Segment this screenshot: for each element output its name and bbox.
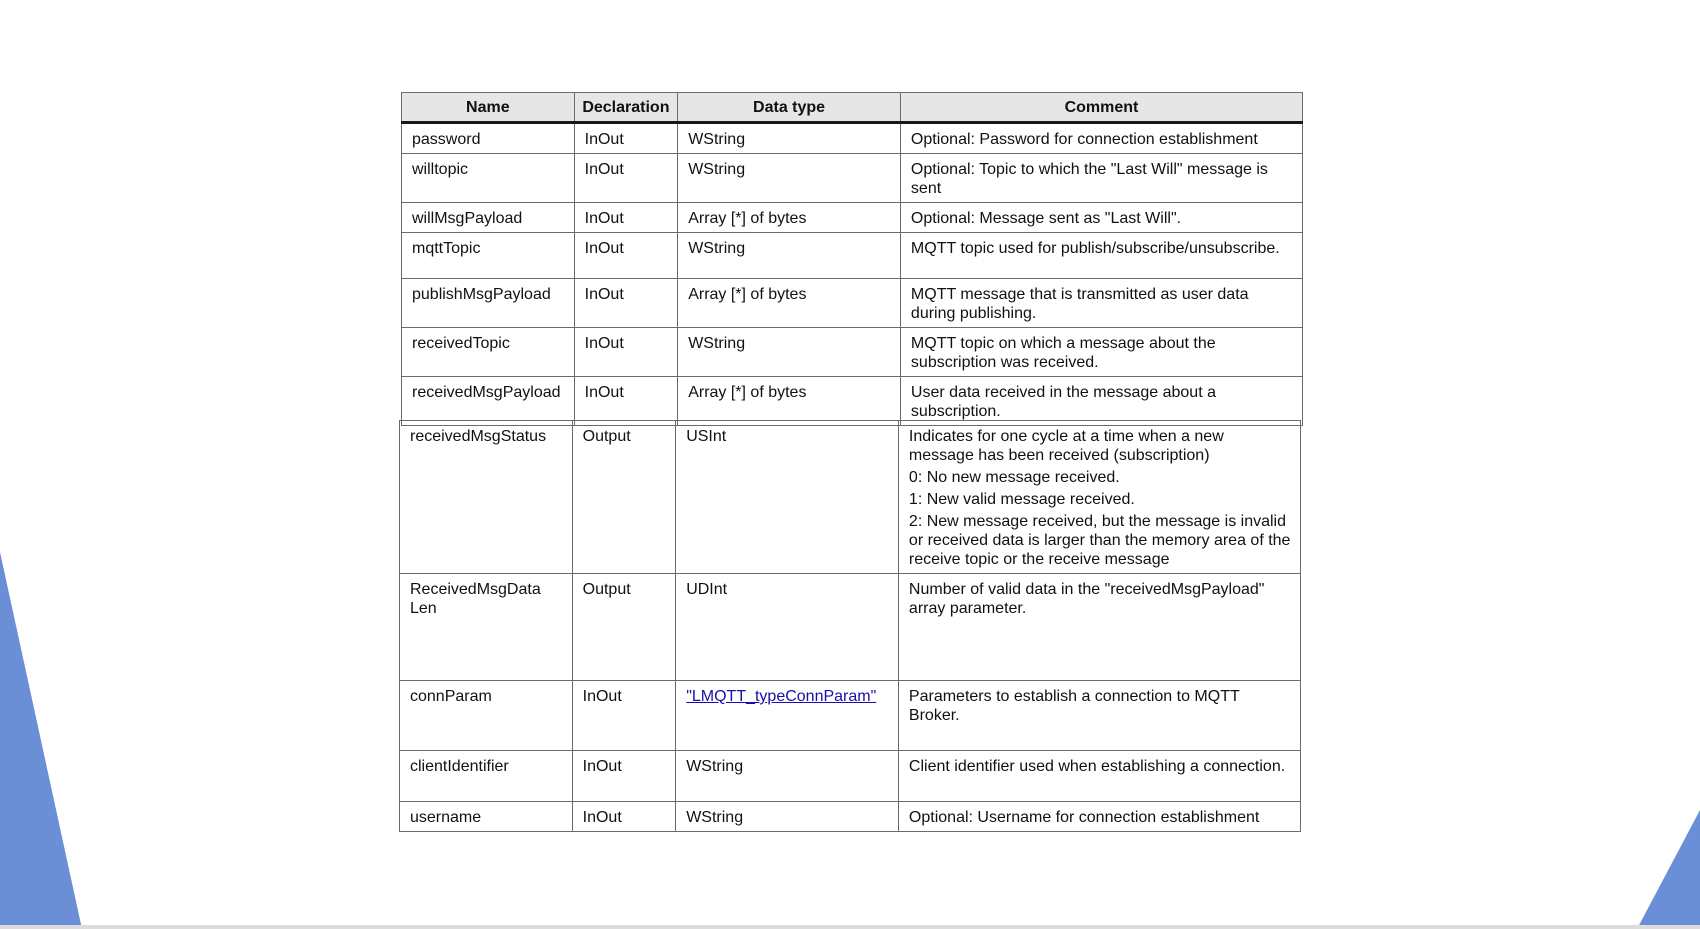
- cell-data-type: Array [*] of bytes: [678, 279, 901, 328]
- right-corner-decoration: [1630, 810, 1700, 929]
- table-row: [400, 421, 1301, 574]
- cell-name: connParam: [400, 681, 573, 751]
- cell-data-type: [676, 681, 899, 751]
- cell-comment: Optional: Topic to which the "Last Will" message is sent: [900, 154, 1302, 203]
- cell-name: receivedMsgStatus: [400, 421, 573, 574]
- slide-bottom-border: [0, 925, 1700, 929]
- comment-paragraph: 0: No new message received.: [908, 469, 1120, 486]
- cell-declaration: InOut: [572, 751, 676, 802]
- cell-declaration: InOut: [572, 802, 676, 832]
- cell-comment: MQTT message that is transmitted as user data during publishing.: [900, 279, 1302, 328]
- table-row: [402, 154, 1303, 203]
- cell-name: receivedTopic: [402, 328, 575, 377]
- cell-declaration: InOut: [574, 233, 678, 279]
- parameter-table-bottom: [399, 420, 1301, 832]
- table-row: [402, 328, 1303, 377]
- cell-data-type: USInt: [676, 421, 899, 574]
- table-row: [400, 802, 1301, 832]
- cell-declaration: InOut: [574, 377, 678, 426]
- cell-data-type: WString: [676, 751, 899, 802]
- cell-declaration: InOut: [572, 681, 676, 751]
- cell-declaration: InOut: [574, 279, 678, 328]
- cell-name: clientIdentifier: [400, 751, 573, 802]
- cell-comment: MQTT topic on which a message about the subscription was received.: [900, 328, 1302, 377]
- cell-declaration: InOut: [574, 154, 678, 203]
- cell-comment: Optional: Message sent as "Last Will".: [900, 203, 1302, 233]
- conn-param-type-link[interactable]: "LMQTT_typeConnParam": [686, 688, 877, 705]
- cell-declaration: Output: [572, 421, 676, 574]
- column-header-comment: Comment: [900, 93, 1302, 123]
- left-corner-decoration: [0, 540, 90, 929]
- cell-name: username: [400, 802, 573, 832]
- cell-comment: Number of valid data in the "receivedMsgPayload" array parameter.: [898, 574, 1300, 681]
- parameter-table-top: [401, 92, 1303, 426]
- cell-data-type: WString: [678, 123, 901, 154]
- column-header-declaration: Declaration: [574, 93, 678, 123]
- table-row: [402, 279, 1303, 328]
- table-row: [400, 574, 1301, 681]
- table-row: [402, 203, 1303, 233]
- cell-name: willtopic: [402, 154, 575, 203]
- cell-declaration: InOut: [574, 123, 678, 154]
- cell-declaration: Output: [572, 574, 676, 681]
- table-row: [402, 123, 1303, 154]
- column-header-data-type: Data type: [678, 93, 901, 123]
- cell-declaration: InOut: [574, 203, 678, 233]
- comment-paragraph: 2: New message received, but the message is invalid or received data is larger than the memory area of the receive topic or the receive message: [908, 513, 1291, 568]
- cell-comment: User data received in the message about a subscription.: [900, 377, 1302, 426]
- comment-paragraph: Indicates for one cycle at a time when a new message has been received (subscription): [908, 428, 1224, 464]
- cell-data-type: WString: [678, 328, 901, 377]
- cell-comment: Optional: Username for connection establishment: [898, 802, 1300, 832]
- cell-data-type: Array [*] of bytes: [678, 203, 901, 233]
- cell-declaration: InOut: [574, 328, 678, 377]
- cell-name: password: [402, 123, 575, 154]
- cell-data-type: WString: [676, 802, 899, 832]
- cell-comment: Client identifier used when establishing a connection.: [898, 751, 1300, 802]
- column-header-name: Name: [402, 93, 575, 123]
- cell-comment: [898, 421, 1300, 574]
- cell-name: ReceivedMsgData Len: [400, 574, 573, 681]
- cell-name: receivedMsgPayload: [402, 377, 575, 426]
- cell-comment: Parameters to establish a connection to MQTT Broker.: [898, 681, 1300, 751]
- cell-name: publishMsgPayload: [402, 279, 575, 328]
- cell-name: mqttTopic: [402, 233, 575, 279]
- cell-comment: MQTT topic used for publish/subscribe/unsubscribe.: [900, 233, 1302, 279]
- cell-data-type: WString: [678, 154, 901, 203]
- comment-paragraph: 1: New valid message received.: [908, 491, 1135, 508]
- cell-data-type: UDInt: [676, 574, 899, 681]
- cell-name: willMsgPayload: [402, 203, 575, 233]
- table-header-row: [402, 93, 1303, 123]
- table-row: [400, 751, 1301, 802]
- table-row: [400, 681, 1301, 751]
- table-row: [402, 377, 1303, 426]
- cell-data-type: Array [*] of bytes: [678, 377, 901, 426]
- cell-comment: Optional: Password for connection establishment: [900, 123, 1302, 154]
- table-row: [402, 233, 1303, 279]
- cell-data-type: WString: [678, 233, 901, 279]
